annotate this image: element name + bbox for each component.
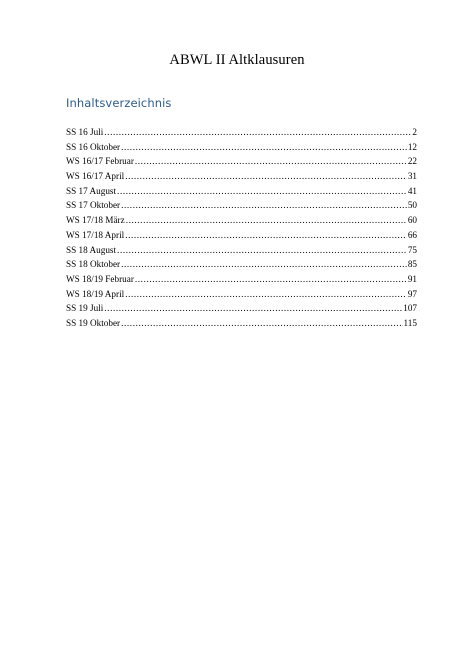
- toc-entry-label: WS 16/17 April: [66, 171, 125, 182]
- toc-entry-label: SS 19 Juli: [66, 303, 104, 314]
- toc-dot-leader: [125, 287, 407, 302]
- toc-entry-label: SS 19 Oktober: [66, 317, 121, 328]
- toc-entry-page: 91: [407, 273, 417, 284]
- toc-entry-label: SS 18 Oktober: [66, 259, 121, 270]
- toc-dot-leader: [126, 213, 407, 228]
- toc-dot-leader: [125, 228, 407, 243]
- toc-dot-leader: [121, 140, 407, 155]
- toc-entry-label: WS 18/19 Februar: [66, 273, 134, 284]
- toc-entry[interactable]: [66, 140, 417, 155]
- toc-entry-page: 97: [407, 288, 417, 299]
- toc-entry-page: 60: [407, 215, 417, 226]
- toc-entry-page: 31: [407, 171, 417, 182]
- toc-dot-leader: [104, 301, 402, 316]
- toc-entry[interactable]: [66, 125, 417, 140]
- toc-entry-page: 107: [403, 303, 417, 314]
- toc-entry-page: 75: [407, 244, 417, 255]
- toc-entry-page: 50: [407, 200, 417, 211]
- toc-entry-label: SS 16 Oktober: [66, 141, 121, 152]
- toc-entry-page: 115: [403, 317, 417, 328]
- toc-dot-leader: [117, 243, 407, 258]
- toc-entry[interactable]: [66, 228, 417, 243]
- toc-entry-label: SS 16 Juli: [66, 127, 104, 137]
- toc-entry[interactable]: [66, 301, 417, 316]
- toc-dot-leader: [121, 316, 402, 331]
- toc-dot-leader: [121, 257, 407, 272]
- toc-entry-label: WS 17/18 März: [66, 215, 125, 226]
- toc-entry[interactable]: [66, 257, 417, 272]
- toc-dot-leader: [135, 272, 407, 287]
- toc-entry-page: 85: [407, 259, 417, 270]
- toc-dot-leader: [121, 198, 407, 213]
- toc-entry-label: WS 17/18 April: [66, 229, 125, 240]
- toc-dot-leader: [117, 184, 407, 199]
- toc-entry[interactable]: [66, 213, 417, 228]
- toc-entry-page: 41: [407, 185, 417, 196]
- toc-entry[interactable]: [66, 287, 417, 302]
- toc-entry-label: WS 18/19 April: [66, 288, 125, 299]
- toc-entry[interactable]: [66, 316, 417, 331]
- toc-entry-page: 22: [407, 156, 417, 167]
- document-title: ABWL II Altklausuren: [169, 52, 305, 68]
- toc-entry-label: SS 18 August: [66, 244, 117, 255]
- toc-entry[interactable]: [66, 154, 417, 169]
- toc-entry[interactable]: [66, 198, 417, 213]
- toc-entry[interactable]: [66, 169, 417, 184]
- toc-dot-leader: [135, 154, 407, 169]
- toc-entry-label: WS 16/17 Februar: [66, 156, 134, 167]
- toc-entry-page: 12: [407, 141, 417, 152]
- toc-dot-leader: [125, 169, 407, 184]
- toc-entry-page: 66: [407, 229, 417, 240]
- toc-entry-page: 2: [412, 127, 417, 137]
- toc-entry-label: SS 17 Oktober: [66, 200, 121, 211]
- toc-entry[interactable]: [66, 184, 417, 199]
- toc-entry[interactable]: [66, 243, 417, 258]
- toc-entry-label: SS 17 August: [66, 185, 117, 196]
- table-of-contents: [66, 125, 417, 331]
- toc-entry[interactable]: [66, 272, 417, 287]
- toc-dot-leader: [104, 125, 411, 140]
- toc-heading: Inhaltsverzeichnis: [66, 96, 172, 110]
